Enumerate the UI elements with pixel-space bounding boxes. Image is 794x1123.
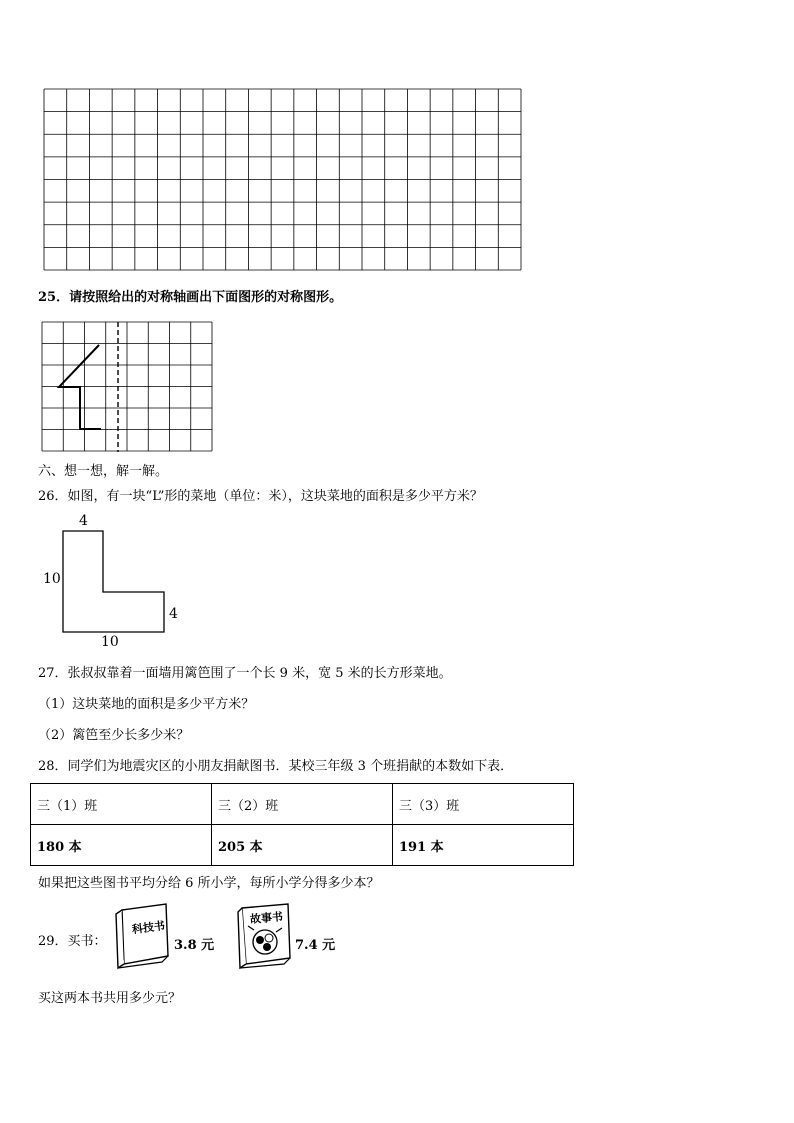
- science-book-image: [108, 900, 172, 970]
- question-26-text: 26．如图，有一块“L”形的菜地（单位：米），这块菜地的面积是多少平方米？: [38, 489, 483, 504]
- l-shape-outline: [63, 531, 164, 632]
- science-book-price: 3.8 元: [174, 938, 215, 953]
- table-row: [31, 825, 574, 866]
- table-header-class-3: 三（3）班: [393, 784, 574, 825]
- question-29-question: 买这两本书共用多少元？: [38, 991, 182, 1006]
- table-value-class-2: 205 本: [212, 825, 393, 866]
- l-shape-figure: [40, 512, 200, 652]
- l-shape-label-top: 4: [79, 513, 88, 529]
- symmetry-grid: [42, 322, 214, 452]
- table-value-class-3: 191 本: [393, 825, 574, 866]
- question-29-label: 29．买书：: [38, 934, 107, 949]
- question-28-text: 28．同学们为地震灾区的小朋友捐献图书．某校三年级 3 个班捐献的本数如下表．: [38, 759, 514, 774]
- table-value-class-1: 180 本: [31, 825, 212, 866]
- section-6-title: 六、想一想，解一解。: [38, 464, 169, 479]
- story-book-cover-text: 故事书: [249, 910, 284, 927]
- l-shape-label-bottom: 10: [101, 634, 119, 650]
- story-book-image: [232, 900, 296, 970]
- question-28-question: 如果把这些图书平均分给 6 所小学，每所小学分得多少本？: [38, 876, 380, 891]
- l-shape-label-right: 4: [169, 606, 178, 622]
- question-25-text: 25．请按照给出的对称轴画出下面图形的对称图形。: [38, 290, 343, 305]
- table-row: [31, 784, 574, 825]
- story-book-price: 7.4 元: [295, 938, 336, 953]
- donation-table: [30, 783, 574, 866]
- table-header-class-1: 三（1）班: [31, 784, 212, 825]
- figure-shape: [59, 345, 101, 429]
- top-drawing-grid: [44, 89, 524, 271]
- l-shape-label-left: 10: [43, 571, 61, 587]
- question-27-text: 27．张叔叔靠着一面墙用篱笆围了一个长 9 米，宽 5 米的长方形菜地。: [38, 666, 452, 681]
- table-header-class-2: 三（2）班: [212, 784, 393, 825]
- question-27-sub-1: （1）这块菜地的面积是多少平方米？: [38, 697, 255, 712]
- question-27-sub-2: （2）篱笆至少长多少米？: [38, 728, 190, 743]
- science-book-cover-text: 科技书: [131, 919, 166, 937]
